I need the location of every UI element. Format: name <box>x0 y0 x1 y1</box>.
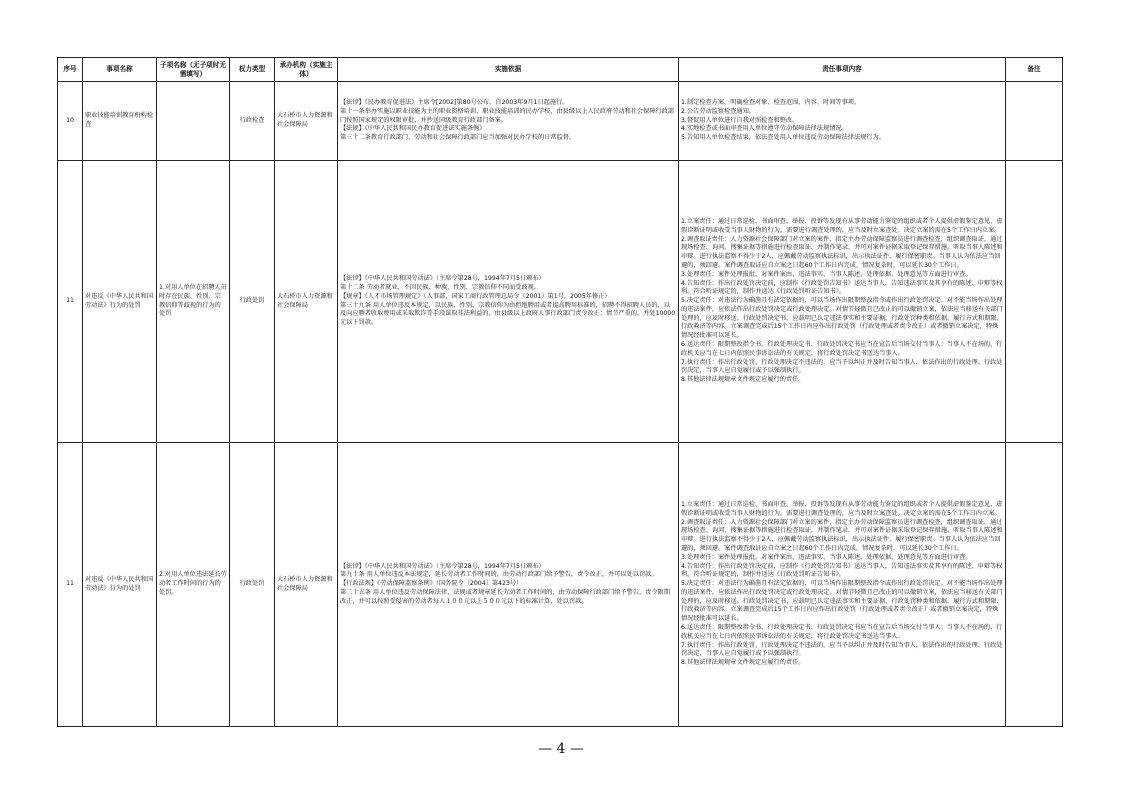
table-row <box>58 82 1063 161</box>
cell-sub: 2.对用人单位违法延长劳动者工作时间的行为的处罚。 <box>157 443 230 727</box>
duty-line: 4.实地检查或书面审查用人单位遵守劳动保障法律法规情况。 <box>681 125 848 133</box>
cell-no: 10 <box>58 82 83 161</box>
duty-line: 7.执行责任：作出行政处罚、行政处理决定不违法的，应当予以纠正并及时告知当事人，依法作出的行政处理、行政处罚决定，当事人应自觉履行或予以强制执行。 <box>681 641 1003 658</box>
duty-line: 8.其他法律法规规章文件规定应履行的责任。 <box>681 376 805 384</box>
table-row <box>58 161 1063 443</box>
cell-name: 职业技能培训教育机构检查 <box>83 82 157 161</box>
header-row <box>58 58 1063 82</box>
header-no: 序号 <box>58 58 83 82</box>
basis-line: 第三十二条教育行政部门、劳动和社会保障行政部门应当加强对民办学校的日常监督。 <box>340 134 576 142</box>
cell-type: 行政检查 <box>230 82 275 161</box>
duty-line: 5.告知用人单位检查结果，依法查处用人单位违反劳动保障法律法规行为。 <box>681 134 885 142</box>
duty-line: 3.处理责任：案件处理报批，对案件案由、违法事实、当事人陈述、处理依据、处理意见等方面进行审查。 <box>681 270 972 278</box>
cell-note <box>1006 82 1063 161</box>
duty-line: 2.调查取证责任：人力资源社会保障部门对立案的案件，指定主办劳动保障监察员进行调查检查，组织调查取证，通过现场检查、询问、搜集证据等措施进行检查取证，并制作笔录，并可对案件证据采取登记保存措施。听取当事人陈述和申辩。进行执法监察不得少于2人，应佩戴劳动监察执法标识，出示执法证件，履行保密职责。当事人认为依法应当回避的，须回避。案件调查取证应自立案之日起60个工作日内完成，情况复杂时，可以延长30个工作日。 <box>681 518 1003 552</box>
duty-line: 2.调查取证责任：人力资源社会保障部门对立案的案件，指定主办劳动保障监察员进行调查检查，组织调查取证，通过现场检查、询问、搜集证据等措施进行检查取证，并制作笔录，并可对案件证据采取登记保存措施。听取当事人陈述和申辩。进行执法监察不得少于2人，应佩戴劳动监察执法标识，出示执法证件，履行保密职责。当事人认为依法应当回避的，须回避。案件调查取证应自立案之日起60个工作日内完成，情况复杂时，可以延长30个工作日。 <box>681 235 1003 269</box>
header-sub: 子项名称（无子项时无需填写） <box>157 58 230 82</box>
header-org: 承办机构（实施主体） <box>275 58 338 82</box>
basis-line: 【行政法规】《劳动保障监察条例》（国务院令〔2004〕第423号） <box>340 580 523 588</box>
cell-basis <box>338 161 679 443</box>
basis-line: 第二十五条 用人单位违反劳动保障法律、法规或者规章延长劳动者工作时间的，由劳动保障行政部门给予警告，责令限期改正，并可以按照受侵害的劳动者每人１００元以上５００元以下的标准计算，处以罚款。 <box>340 588 670 605</box>
duty-line: 5.决定责任：对违法行为确凿且有法定依据的，可以当场作出限期整改指令或作出行政处罚决定。对不能当场作出处理的违法案件，应依法作出行政处罚决定或行政处理决定。对情节轻微且已改正的可以撤销立案，依法应当移送有关部门处理的，应及时移送。行政处罚决定书，应载明已认定违法事实和主要证据、行政处罚种类和依据、履行方式和期限、行政救济等内容。立案调查完成后15个工作日内应作出行政处罚（行政处理或者责令改正）或者撤销立案决定，特殊情况经批准可以延长。 <box>681 297 1003 340</box>
header-name: 事项名称 <box>83 58 157 82</box>
cell-sub: 1.对用人单位在招聘人员时存在民族、性别、宗教信仰等歧视的行为的处罚 <box>157 161 230 443</box>
duty-line: 3.处理责任：案件处理报批，对案件案由、违法事实、当事人陈述、处理依据、处理意见等方面进行审查。 <box>681 553 972 561</box>
cell-no: 11 <box>58 161 83 443</box>
duty-line: 6.送达责任：限期整改指令书、行政处理决定书、行政处罚决定书应当在宣告后当场交付当事人；当事人不在场的，行政机关应当在七日内依照民事诉讼法的有关规定，将行政处罚决定书送达当事人。 <box>681 341 1003 357</box>
duty-line: 2.公告劳动监察检查通知。 <box>681 107 755 115</box>
cell-org: 大石桥市人力资源和社会保障局 <box>275 443 338 727</box>
cell-type: 行政处罚 <box>230 443 275 727</box>
header-type: 权力类型 <box>230 58 275 82</box>
basis-line: 【法律】《中华人民共和国劳动法》（主席令第28号，1994年7月5日颁布） <box>340 562 545 570</box>
cell-note <box>1006 161 1063 443</box>
duty-line: 7.执行责任：作出行政处罚、行政处理决定不违法的，应当予以纠正并及时告知当事人，依法作出的行政处理、行政处罚决定，当事人应自觉履行或予以强制执行。 <box>681 358 1003 375</box>
header-basis: 实施依据 <box>338 58 679 82</box>
cell-basis <box>338 82 679 161</box>
basis-line: 【规章】《人才市场管理规定》（人事部、国家工商行政管理总局令（2001）第1号，2005年修正） <box>340 292 611 300</box>
duty-line: 8.其他法律法规规章文件规定应履行的责任。 <box>681 659 805 667</box>
duty-line: 1.立案责任：通过日常巡检、书面审查、举报、投诉等发现有从事劳动能力鉴定的组织或者个人提供虚假鉴定意见、虚假诊断证明或收受当事人财物的行为，需要进行调查处理的，应当及时立案查处。决定立案的需在5个工作日内立案。 <box>681 217 1003 234</box>
cell-name: 对违反《中华人民共和国劳动法》行为的处罚 <box>83 161 157 443</box>
cell-duty <box>679 443 1006 727</box>
basis-line: 【法规】《中华人民共和国民办教育促进法实施条例》 <box>340 125 486 133</box>
page-number: — 4 — <box>538 741 584 757</box>
basis-line: 第十二条 劳动者就业，不因民族、种族、性别、宗教信仰不同而受歧视。 <box>340 283 540 291</box>
cell-sub <box>157 82 230 161</box>
header-note: 备注 <box>1006 58 1063 82</box>
duty-line: 3.督促用人单位进行自我对照检查和整改。 <box>681 116 799 124</box>
duty-line: 4.告知责任：作出行政处罚决定前，应制作《行政处罚告知书》送达当事人，告知违法事实及其享有的陈述、申辩等权利。符合听证规定的，制作并送达《行政处罚听证告知书》。 <box>681 562 1003 579</box>
table-row <box>58 443 1063 727</box>
cell-org: 大石桥市人力资源和社会保障局 <box>275 161 338 443</box>
basis-line: 第九十条 用人单位违反本法规定，延长劳动者工作时间的，由劳动行政部门给予警告，责令改正，并可以处以罚款。 <box>340 571 658 579</box>
cell-org: 大石桥市人力资源和社会保障局 <box>275 82 338 161</box>
duty-line: 4.告知责任：作出行政处罚决定前，应制作《行政处罚告知书》送达当事人，告知违法事实及其享有的陈述、申辩等权利。符合听证规定的，制作并送达《行政处罚听证告知书》。 <box>681 279 1003 296</box>
cell-duty <box>679 82 1006 161</box>
cell-basis <box>338 443 679 727</box>
duty-line: 1.立案责任：通过日常巡检、书面审查、举报、投诉等发现有从事劳动能力鉴定的组织或者个人提供虚假鉴定意见、虚假诊断证明或收受当事人财物的行为，需要进行调查处理的，应当及时立案查处。决定立案的需在5个工作日内立案。 <box>681 500 1003 517</box>
cell-duty <box>679 161 1006 443</box>
cell-no: 11 <box>58 443 83 727</box>
duty-line: 5.决定责任：对违法行为确凿且有法定依据的，可以当场作出限期整改指令或作出行政处罚决定。对不能当场作出处理的违法案件，应依法作出行政处罚决定或行政处理决定。对情节轻微且已改正的可以撤销立案，依法应当移送有关部门处理的，应及时移送。行政处罚决定书，应载明已认定违法事实和主要证据、行政处罚种类和依据、履行方式和期限、行政救济等内容。立案调查完成后15个工作日内应作出行政处罚（行政处理或者责令改正）或者撤销立案决定，特殊情况经批准可以延长。 <box>681 580 1003 623</box>
responsibility-table <box>57 57 1063 727</box>
cell-type: 行政处罚 <box>230 161 275 443</box>
basis-line: 第十一条举办实施以职业技能为主的职业资格培训、职业技能培训的民办学校，由县级以上人民政府劳动和社会保障行政部门按照国家规定的权限审批，并抄送同级教育行政部门备案。 <box>340 107 675 124</box>
header-duty: 责任事项内容 <box>679 58 1006 82</box>
duty-line: 1.制定检查方案，明确检查对象、检查范围、内容、时间等事项。 <box>681 99 861 106</box>
duty-line: 6.送达责任：限期整改指令书、行政处理决定书、行政处罚决定书应当在宣告后当场交付当事人；当事人不在场的，行政机关应当在七日内依照民事诉讼法的有关规定，将行政处罚决定书送达当事人。 <box>681 624 1003 640</box>
basis-line: 【法律】《民办教育促进法》主席令[2002]第80号公布，自2003年9月1日起施行。 <box>340 99 569 106</box>
basis-line: 第三十九条 用人单位违反本规定，以民族、性别、宗教信仰为由拒绝聘用或者提高聘用标准的，招聘不得招聘人员的，以及向应聘者收取费用或采取欺诈等手段谋取非法利益的，由县级以上政府人事行政部门责令改正；情节严重的，并处10000元以下罚款。 <box>340 301 676 327</box>
basis-line: 【法律】《中华人民共和国劳动法》（主席令第28号，1994年7月5日颁布） <box>340 275 545 283</box>
cell-note <box>1006 443 1063 727</box>
cell-name: 对违反《中华人民共和国劳动法》行为的处罚 <box>83 443 157 727</box>
